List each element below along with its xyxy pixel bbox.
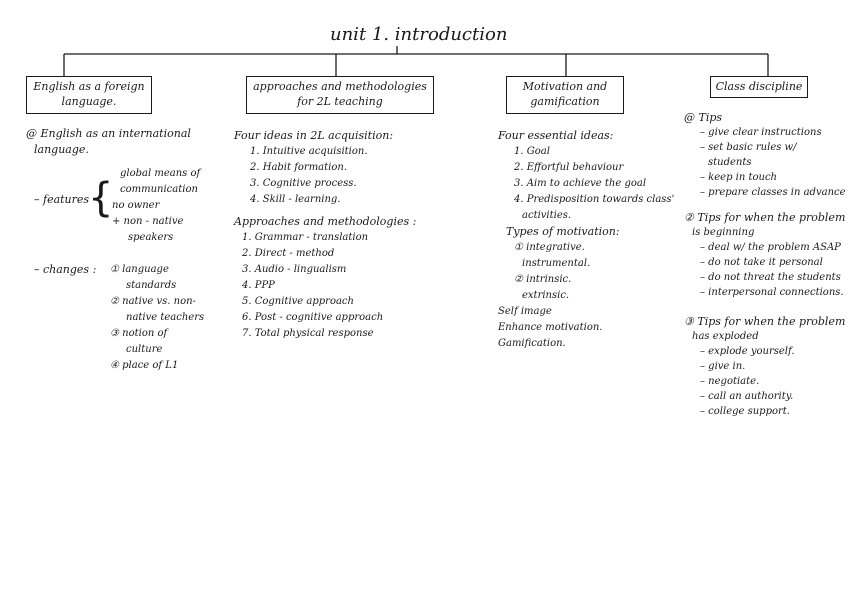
changes-label: – changes : (34, 263, 97, 276)
list-item: 4. Predisposition towards class' (514, 194, 675, 205)
diagram-title: unit 1. introduction (330, 24, 508, 45)
text-line: Four ideas in 2L acquisition: (234, 129, 394, 142)
node-heading-line: language. (61, 95, 117, 108)
list-item: no owner (112, 200, 160, 211)
list-item: 1. Grammar - translation (242, 232, 369, 243)
list-item: 4. Skill - learning. (250, 194, 341, 205)
text-line: Self image (498, 306, 552, 317)
branch-4-content (684, 110, 846, 419)
list-item: 1. Goal (514, 146, 550, 157)
text-line: language. (34, 143, 89, 156)
text-line: ③ Tips for when the problem (684, 315, 846, 328)
list-item: – explode yourself. (700, 346, 795, 357)
list-item: communication (120, 184, 198, 195)
list-item: – negotiate. (700, 376, 760, 387)
list-item: – set basic rules w/ (700, 142, 797, 153)
list-item: ② native vs. non- (110, 296, 196, 307)
node-approaches-methodologies (246, 76, 434, 114)
list-item: 6. Post - cognitive approach (242, 312, 384, 323)
list-item: instrumental. (522, 258, 591, 269)
list-item: 4. PPP (242, 280, 275, 291)
changes-list (110, 262, 204, 374)
list-item: activities. (522, 210, 572, 221)
node-heading-line: approaches and methodologies (253, 80, 427, 93)
list-item: culture (126, 344, 163, 355)
list-item: 1. Intuitive acquisition. (250, 146, 368, 157)
features-label: – features (34, 193, 90, 206)
list-item: – do not threat the students (700, 272, 841, 283)
list-item: + non - native (112, 216, 184, 227)
list-item: – give in. (700, 361, 746, 372)
branch-3-content (498, 128, 674, 352)
spacer (684, 200, 846, 210)
list-item: 5. Cognitive approach (242, 296, 354, 307)
list-item: native teachers (126, 312, 205, 323)
list-item: – keep in touch (700, 172, 777, 183)
features-list (112, 166, 200, 246)
node-motivation-gamification (506, 76, 624, 114)
list-item: – call an authority. (700, 391, 794, 402)
text-line: Four essential ideas: (498, 129, 614, 142)
text-line: Types of motivation: (506, 225, 620, 238)
list-item: extrinsic. (522, 290, 570, 301)
list-item: – interpersonal connections. (700, 287, 844, 298)
list-item: students (708, 157, 752, 168)
list-item: 7. Total physical response (242, 328, 374, 339)
brace-icon: { (88, 175, 114, 221)
node-heading-line: for 2L teaching (297, 95, 383, 108)
list-item: 3. Audio - lingualism (242, 264, 347, 275)
list-item: 3. Cognitive process. (250, 178, 357, 189)
list-item: 2. Direct - method (242, 248, 335, 259)
list-item: 2. Effortful behaviour (514, 162, 624, 173)
list-item: ③ notion of (110, 328, 168, 339)
node-heading-line: Class discipline (715, 80, 803, 93)
text-line: Approaches and methodologies : (234, 215, 417, 228)
list-item: – deal w/ the problem ASAP (700, 242, 841, 253)
node-heading-line: English as a foreign (33, 80, 145, 93)
list-item: ④ place of L1 (110, 360, 179, 371)
node-heading-line: Motivation and (522, 80, 608, 93)
list-item: speakers (128, 232, 174, 243)
text-line: Gamification. (498, 338, 566, 349)
branch-2-content (234, 128, 416, 342)
list-item: – do not take it personal (700, 257, 823, 268)
node-english-foreign-language (26, 76, 152, 114)
list-item: global means of (120, 168, 201, 179)
list-item: ① integrative. (514, 242, 585, 253)
text-line: Enhance motivation. (498, 322, 603, 333)
text-line: is beginning (692, 227, 755, 238)
node-heading-line: gamification (530, 95, 600, 108)
list-item: 3. Aim to achieve the goal (514, 178, 647, 189)
branch-1-intro (26, 126, 191, 158)
list-item: – college support. (700, 406, 790, 417)
text-line: ② Tips for when the problem (684, 211, 846, 224)
list-item: 2. Habit formation. (250, 162, 348, 173)
text-line: @ English as an international (26, 127, 191, 140)
text-line: @ Tips (684, 111, 723, 124)
list-item: – prepare classes in advance (700, 187, 846, 198)
list-item: ② intrinsic. (514, 274, 572, 285)
node-class-discipline (710, 76, 808, 98)
list-item: – give clear instructions (700, 127, 822, 138)
spacer (684, 300, 846, 314)
text-line: has exploded (692, 331, 759, 342)
list-item: ① language (110, 264, 169, 275)
list-item: standards (126, 280, 177, 291)
